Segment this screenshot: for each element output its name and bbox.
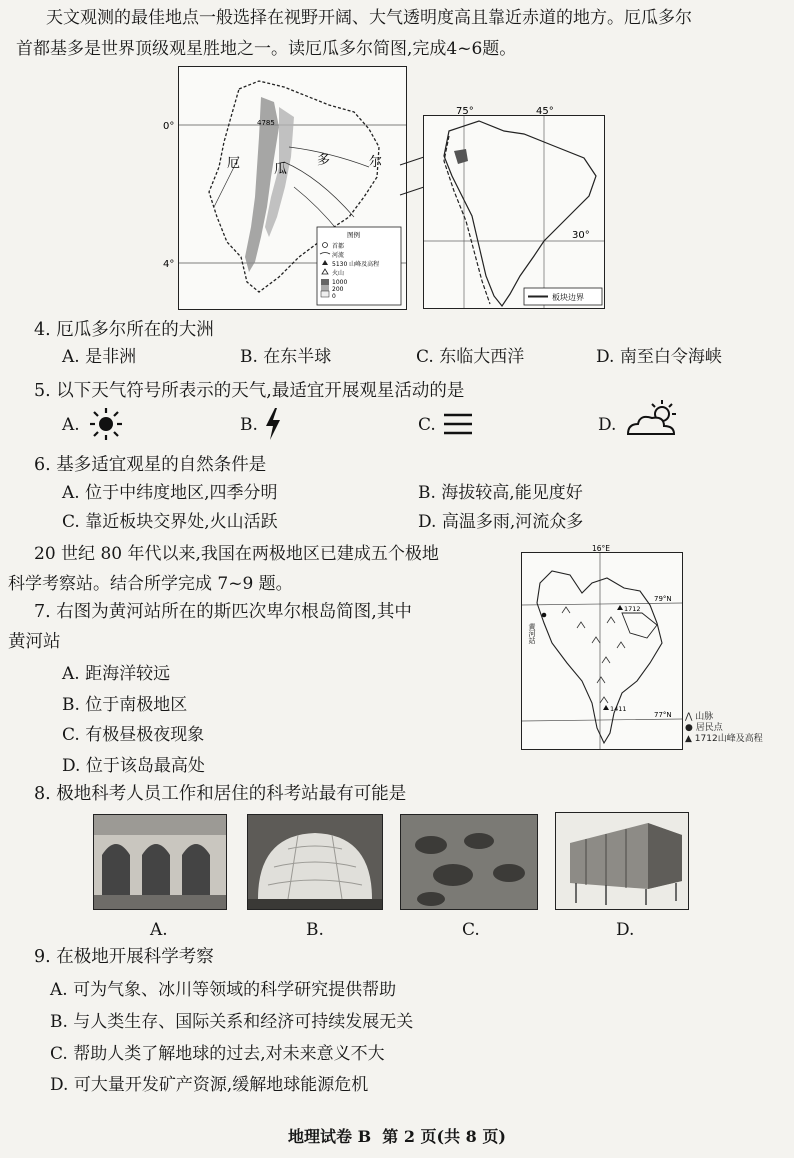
legend1-title: 图例 xyxy=(347,231,360,239)
lat-79n-label: 79°N xyxy=(654,595,672,603)
svalbard-map xyxy=(521,544,683,750)
q7-stem-line1: 7. 右图为黄河站所在的斯匹次卑尔根岛简图,其中 xyxy=(34,602,412,622)
peak-1411-label: 1411 xyxy=(610,705,627,713)
peak-1712-label: 1712 xyxy=(624,605,641,613)
lat-77n-label: 77°N xyxy=(654,711,672,719)
q4-option-a[interactable]: A. 是非洲 xyxy=(62,347,137,367)
q5-stem: 5. 以下天气符号所表示的天气,最适宜开展观星活动的是 xyxy=(34,381,465,401)
country-char-1: 厄 xyxy=(227,156,241,171)
lon-16e-label: 16°E xyxy=(592,544,611,553)
svalbard-legend xyxy=(685,712,763,745)
q7-option-a[interactable]: A. 距海洋较远 xyxy=(62,664,171,684)
lat-0-label: 0° xyxy=(163,121,175,132)
q8-option-c[interactable]: C. xyxy=(462,920,480,940)
q6-stem: 6. 基多适宜观星的自然条件是 xyxy=(34,455,267,475)
q6-option-a[interactable]: A. 位于中纬度地区,四季分明 xyxy=(62,483,278,503)
q4-option-c[interactable]: C. 东临大西洋 xyxy=(416,347,525,367)
legend1-elev-1000: 1000 xyxy=(332,279,348,286)
q9-option-d[interactable]: D. 可大量开发矿产资源,缓解地球能源危机 xyxy=(50,1075,369,1095)
peak-label: 4785 xyxy=(257,119,275,127)
legend1-volcano: 火山 xyxy=(332,270,345,277)
q6-option-c[interactable]: C. 靠近板块交界处,火山活跃 xyxy=(62,512,278,532)
q8-photo-c[interactable] xyxy=(400,814,538,910)
q8-option-a[interactable]: A. xyxy=(150,920,168,940)
q6-option-d[interactable]: D. 高温多雨,河流众多 xyxy=(418,512,584,532)
settlement-legend-icon: ● xyxy=(685,723,693,733)
legend-peak: 1712山峰及高程 xyxy=(694,734,763,744)
legend1-elev-0: 0 xyxy=(332,293,336,300)
fog-icon xyxy=(442,410,474,438)
q4-stem: 4. 厄瓜多尔所在的大洲 xyxy=(34,320,214,340)
q8-photo-a[interactable] xyxy=(93,814,227,910)
intro-7-9-line2: 科学考察站。结合所学完成 7~9 题。 xyxy=(8,574,293,594)
plate-boundary-label: 板块边界 xyxy=(552,293,584,302)
peak-legend-icon: ▲ xyxy=(685,734,692,744)
q6-option-b[interactable]: B. 海拔较高,能见度好 xyxy=(418,483,583,503)
q8-stem: 8. 极地科考人员工作和居住的科考站最有可能是 xyxy=(34,784,407,804)
ecuador-map xyxy=(163,66,407,310)
q8-photo-d[interactable] xyxy=(555,812,689,910)
lon-75-label: 75° xyxy=(456,106,474,117)
legend1-river: 河流 xyxy=(332,252,345,259)
q4-option-b[interactable]: B. 在东半球 xyxy=(240,347,332,367)
intro-4-6-line2: 首都基多是世界顶级观星胜地之一。读厄瓜多尔简图,完成4~6题。 xyxy=(16,39,517,59)
q7-option-b[interactable]: B. 位于南极地区 xyxy=(62,695,188,715)
page-footer: 地理试卷 B 第 2 页(共 8 页) xyxy=(288,1127,506,1146)
country-char-4: 尔 xyxy=(369,155,383,170)
q5-option-d[interactable]: D. xyxy=(598,415,617,435)
south-america-map xyxy=(423,106,605,309)
q5-option-a[interactable]: A. xyxy=(62,415,80,435)
huanghe-station-label: 黄河站 xyxy=(528,623,536,644)
q8-option-d[interactable]: D. xyxy=(616,920,635,940)
q7-option-d[interactable]: D. 位于该岛最高处 xyxy=(62,756,205,776)
legend1-capital: 首都 xyxy=(332,243,345,250)
country-char-3: 多 xyxy=(317,153,331,168)
q4-option-d[interactable]: D. 南至白令海峡 xyxy=(596,347,722,367)
legend-settlement: 居民点 xyxy=(695,723,723,733)
q5-option-c[interactable]: C. xyxy=(418,415,436,435)
q9-stem: 9. 在极地开展科学考察 xyxy=(34,947,214,967)
legend1-peak: 5130 山峰及高程 xyxy=(332,261,380,268)
legend-mountain: 山脉 xyxy=(695,712,714,722)
q5-option-b[interactable]: B. xyxy=(240,415,258,435)
q9-option-c[interactable]: C. 帮助人类了解地球的过去,对未来意义不大 xyxy=(50,1044,385,1064)
intro-4-6-line1: 天文观测的最佳地点一般选择在视野开阔、大气透明度高且靠近赤道的地方。厄瓜多尔 xyxy=(46,8,692,28)
q7-option-c[interactable]: C. 有极昼极夜现象 xyxy=(62,725,205,745)
lat-4-label: 4° xyxy=(163,259,175,270)
legend1-elev-200: 200 xyxy=(332,286,344,293)
lightning-icon xyxy=(262,406,284,442)
q9-option-a[interactable]: A. 可为气象、冰川等领域的科学研究提供帮助 xyxy=(50,980,397,1000)
intro-7-9-line1: 20 世纪 80 年代以来,我国在两极地区已建成五个极地 xyxy=(34,544,439,564)
q8-option-b[interactable]: B. xyxy=(306,920,324,940)
q8-photo-b[interactable] xyxy=(247,814,383,910)
sun-icon xyxy=(88,406,124,442)
lat-30-label: 30° xyxy=(572,230,590,241)
mountain-legend-icon: ⋀ xyxy=(685,712,693,722)
q7-stem-line2: 黄河站 xyxy=(8,632,61,652)
partly-cloudy-icon xyxy=(624,398,682,440)
lon-45-label: 45° xyxy=(536,106,554,117)
country-char-2: 瓜 xyxy=(274,162,288,177)
q9-option-b[interactable]: B. 与人类生存、国际关系和经济可持续发展无关 xyxy=(50,1012,414,1032)
